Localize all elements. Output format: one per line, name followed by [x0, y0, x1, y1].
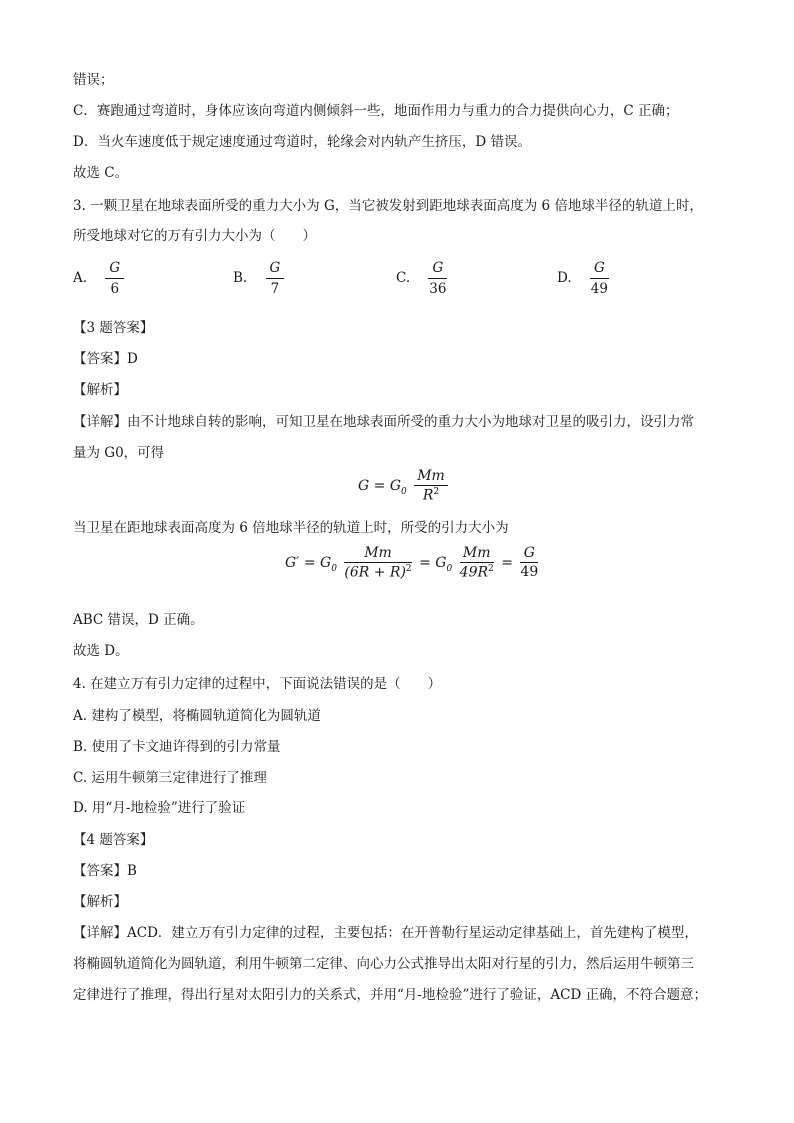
fraction-denominator: 36: [429, 281, 447, 297]
eq-denominator: (6R + R): [344, 564, 406, 581]
eq-denominator: R: [422, 487, 434, 504]
q3-equation-orbit: [285, 545, 541, 581]
option-letter: A.: [73, 270, 88, 286]
eq-numerator: G: [520, 545, 538, 563]
eq-denominator: 49: [520, 564, 539, 581]
eq-numerator: Mm: [414, 468, 448, 486]
eq-denominator: 49R: [459, 564, 489, 581]
q4-answer: 【答案】B: [73, 863, 137, 879]
prev-tail-text: 错误；: [73, 72, 114, 88]
option-fraction: [105, 260, 124, 297]
q4-answer-header: 【4 题答案】: [73, 832, 154, 848]
q3-stem-line2: 所受地球对它的万有引力大小为（ ）: [73, 228, 316, 244]
q4-option-b: B. 使用了卡文迪许得到的引力常量: [73, 739, 281, 755]
q3-option-c: [396, 260, 447, 297]
eq-fraction-2: [460, 545, 494, 581]
fraction-denominator: 7: [270, 281, 280, 297]
eq-middle: = G: [419, 554, 447, 571]
option-letter: D.: [557, 270, 572, 286]
eq-lhs: G = G: [358, 477, 401, 494]
q4-option-d: D. 用“月-地检验”进行了验证: [73, 800, 246, 816]
q4-detail-line2: 将椭圆轨道简化为圆轨道，利用牛顿第二定律、向心力公式推导出太阳对行星的引力，然后运用牛顿第三: [73, 956, 694, 972]
prev-answer-selection: 故选 C。: [73, 165, 129, 181]
prev-option-d-explanation: D．当火车速度低于规定速度通过弯道时，轮缘会对内轨产生挤压，D 错误。: [73, 134, 531, 150]
q4-detail-line1: 【详解】ACD．建立万有引力定律的过程，主要包括：在开普勒行星运动定律基础上，首先建构了模型，: [73, 925, 698, 941]
fraction-denominator: 6: [110, 281, 120, 297]
q3-option-b: [233, 260, 284, 297]
eq-lhs: G′ = G: [285, 554, 332, 571]
eq-numerator: Mm: [344, 545, 411, 563]
option-fraction: [590, 260, 609, 297]
q3-detail-line1: 【详解】由不计地球自转的影响，可知卫星在地球表面所受的重力大小为地球对卫星的吸引力，设引力常: [73, 414, 694, 430]
q3-answer: 【答案】D: [73, 351, 138, 367]
q3-selection: 故选 D。: [73, 643, 129, 659]
option-letter: C.: [396, 270, 411, 286]
q3-conclusion: ABC 错误，D 正确。: [73, 612, 204, 628]
eq-equals: =: [501, 554, 513, 571]
q3-analysis-header: 【解析】: [73, 382, 127, 398]
eq-subscript: 0: [446, 563, 453, 574]
q4-analysis-header: 【解析】: [73, 894, 127, 910]
q3-equation-gravity: [358, 468, 451, 504]
q3-detail-line3: 当卫星在距地球表面高度为 6 倍地球半径的轨道上时，所受的引力大小为: [73, 520, 509, 536]
eq-denominator-exponent: 2: [488, 564, 494, 574]
option-letter: B.: [233, 270, 248, 286]
q3-detail-line2: 量为 G0，可得: [73, 445, 165, 461]
q4-stem: 4. 在建立万有引力定律的过程中，下面说法错误的是（ ）: [73, 676, 442, 692]
fraction-numerator: G: [590, 260, 609, 279]
eq-denominator-exponent: 2: [433, 487, 440, 497]
option-fraction: [428, 260, 447, 297]
q4-detail-line3: 定律进行了推理，得出行星对太阳引力的关系式，并用“月-地检验”进行了验证，ACD 正确，不符合题意；: [73, 987, 708, 1003]
eq-fraction-3: [520, 545, 538, 580]
fraction-numerator: G: [428, 260, 447, 279]
q4-option-c: C. 运用牛顿第三定律进行了推理: [73, 770, 267, 786]
eq-fraction-1: [344, 545, 411, 581]
eq-subscript: 0: [401, 486, 407, 497]
fraction-denominator: 49: [590, 281, 608, 297]
eq-denominator-exponent: 2: [405, 564, 412, 574]
q3-stem-line1: 3. 一颗卫星在地球表面所受的重力大小为 G，当它被发射到距地球表面高度为 6 倍地球半径的轨道上时，: [73, 198, 703, 214]
eq-fraction: [414, 468, 448, 504]
prev-option-c-explanation: C．赛跑通过弯道时，身体应该向弯道内侧倾斜一些，地面作用力与重力的合力提供向心力，C 正确；: [73, 103, 679, 119]
q4-option-a: A. 建构了模型，将椭圆轨道简化为圆轨道: [73, 708, 321, 724]
q3-option-a: [73, 260, 124, 297]
option-fraction: [266, 260, 285, 297]
fraction-numerator: G: [266, 260, 285, 279]
q3-answer-header: 【3 题答案】: [73, 320, 154, 336]
eq-subscript: 0: [331, 563, 337, 574]
fraction-numerator: G: [105, 260, 124, 279]
q3-option-d: [557, 260, 609, 297]
eq-numerator: Mm: [460, 545, 494, 563]
